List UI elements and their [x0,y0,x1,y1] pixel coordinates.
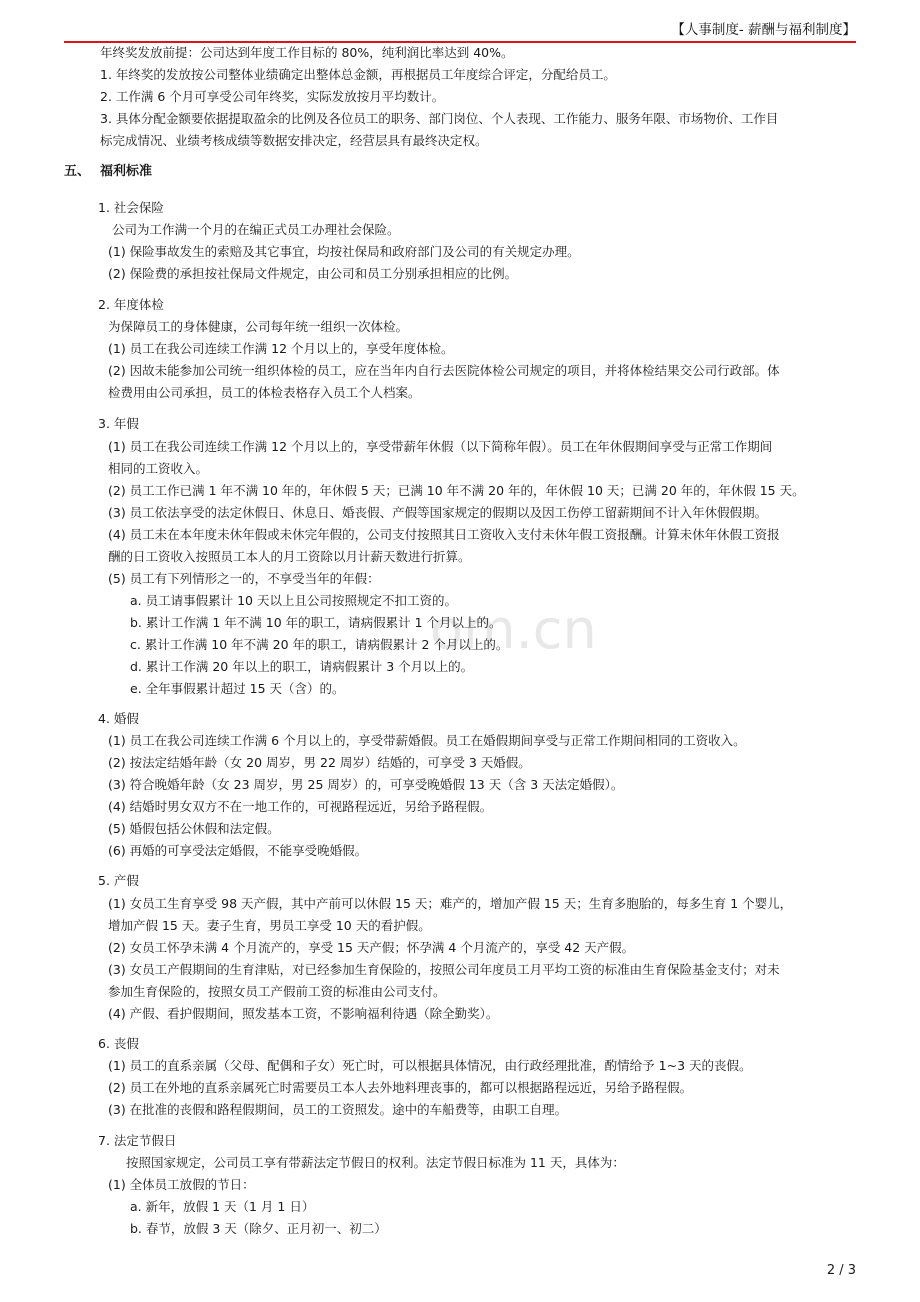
sub-list-item: a. 新年，放假 1 天（1 月 1 日） [130,1199,315,1214]
subsection-title: 4. 婚假 [98,711,139,726]
subsection-title: 7. 法定节假日 [98,1133,177,1148]
list-item: (3) 符合晚婚年龄（女 23 周岁，男 25 周岁）的，可享受晚婚假 13 天（含 3 天法定婚假）。 [108,777,624,792]
sub-list-item: b. 春节，放假 3 天（除夕、正月初一、初二） [130,1221,387,1236]
list-item: (1) 全体员工放假的节日： [108,1177,255,1192]
list-item-cont: 相同的工资收入。 [108,461,209,476]
list-item: (4) 结婚时男女双方不在一地工作的，可视路程远近，另给予路程假。 [108,799,493,814]
sub-list-item: c. 累计工作满 10 年不满 20 年的职工，请病假累计 2 个月以上的。 [130,637,509,652]
list-item: (1) 员工在我公司连续工作满 6 个月以上的，享受带薪婚假。员工在婚假期间享受与正常工作期间相同的工资收入。 [108,733,746,748]
list-item: (2) 女员工怀孕未满 4 个月流产的，享受 15 天产假；怀孕满 4 个月流产的，享受 42 天产假。 [108,940,635,955]
list-item: (5) 婚假包括公休假和法定假。 [108,821,280,836]
sub-list-item: b. 累计工作满 1 年不满 10 年的职工，请病假累计 1 个月以上的。 [130,615,502,630]
list-item: (1) 女员工生育享受 98 天产假，其中产前可以休假 15 天；难产的，增加产假 15 天；生育多胞胎的，每多生育 1 个婴儿， [108,896,793,911]
list-item-cont: 参加生育保险的，按照女员工产假前工资的标准由公司支付。 [108,984,446,999]
list-item: (3) 在批准的丧假和路程假期间，员工的工资照发。途中的车船费等，由职工自理。 [108,1102,568,1117]
list-item-cont: 增加产假 15 天。妻子生育，男员工享受 10 天的看护假。 [108,918,431,933]
subsection-title: 5. 产假 [98,873,139,888]
section-number: 五、 [64,164,91,179]
list-item: (2) 按法定结婚年龄（女 20 周岁，男 22 周岁）结婚的，可享受 3 天婚假。 [108,755,531,770]
intro-item-1: 1. 年终奖的发放按公司整体业绩确定出整体总金额，再根据员工年度综合评定，分配给员工。 [100,67,616,82]
list-item-cont: 检费用由公司承担，员工的体检表格存入员工个人档案。 [108,385,421,400]
subsection-title: 2. 年度体检 [98,297,164,312]
section-title: 福利标准 [100,164,153,179]
intro-item-2: 2. 工作满 6 个月可享受公司年终奖，实际发放按月平均数计。 [100,89,445,104]
sub-list-item: a. 员工请事假累计 10 天以上且公司按照规定不扣工资的。 [130,593,457,608]
paragraph: 为保障员工的身体健康，公司每年统一组织一次体检。 [108,319,409,334]
list-item: (2) 保险费的承担按社保局文件规定，由公司和员工分别承担相应的比例。 [108,266,518,281]
paragraph: 公司为工作满一个月的在编正式员工办理社会保险。 [112,222,400,237]
intro-line: 年终奖发放前提：公司达到年度工作目标的 80%，纯利润比率达到 40%。 [100,45,514,60]
sub-list-item: d. 累计工作满 20 年以上的职工，请病假累计 3 个月以上的。 [130,659,474,674]
list-item: (2) 员工工作已满 1 年不满 10 年的，年休假 5 天；已满 10 年不满 20 年的，年休假 10 天；已满 20 年的，年休假 15 天。 [108,483,805,498]
sub-list-item: e. 全年事假累计超过 15 天（含）的。 [130,681,345,696]
subsection-title: 6. 丧假 [98,1036,139,1051]
list-item: (1) 员工的直系亲属（父母、配偶和子女）死亡时，可以根据具体情况，由行政经理批准，酌情给予 1~3 天的丧假。 [108,1058,752,1073]
intro-item-3: 3. 具体分配金额要依据提取盈余的比例及各位员工的职务、部门岗位、个人表现、工作能力、服务年限、市场物价、工作目 [100,111,779,126]
page-number: 2 / 3 [826,1263,856,1278]
list-item: (4) 员工未在本年度未休年假或未休完年假的，公司支付按照其日工资收入支付未休年假工资报酬。计算未休年休假工资报 [108,527,780,542]
list-item: (1) 保险事故发生的索赔及其它事宜，均按社保局和政府部门及公司的有关规定办理。 [108,244,580,259]
list-item: (2) 因故未能参加公司统一组织体检的员工，应在当年内自行去医院体检公司规定的项目，并将体检结果交公司行政部。体 [108,363,780,378]
list-item: (1) 员工在我公司连续工作满 12 个月以上的，享受带薪年休假（以下简称年假）。员工在年休假期间享受与正常工作期间 [108,439,773,454]
header-divider [64,41,856,43]
list-item: (6) 再婚的可享受法定婚假，不能享受晚婚假。 [108,843,368,858]
list-item: (5) 员工有下列情形之一的，不享受当年的年假： [108,571,380,586]
list-item: (3) 女员工产假期间的生育津贴，对已经参加生育保险的，按照公司年度员工月平均工资的标准由生育保险基金支付；对未 [108,962,780,977]
intro-item-3-cont: 标完成情况、业绩考核成绩等数据安排决定，经营层具有最终决定权。 [100,133,488,148]
list-item: (1) 员工在我公司连续工作满 12 个月以上的，享受年度体检。 [108,341,454,356]
list-item: (4) 产假、看护假期间，照发基本工资，不影响福利待遇（除全勤奖）。 [108,1006,499,1021]
paragraph: 按照国家规定，公司员工享有带薪法定节假日的权利。法定节假日标准为 11 天，具体为： [126,1155,625,1170]
subsection-title: 1. 社会保险 [98,200,164,215]
watermark: om.cn [430,598,597,661]
list-item: (2) 员工在外地的直系亲属死亡时需要员工本人去外地料理丧事的，都可以根据路程远近，另给予路程假。 [108,1080,693,1095]
list-item: (3) 员工依法享受的法定休假日、休息日、婚丧假、产假等国家规定的假期以及因工伤停工留薪期间不计入年休假假期。 [108,505,768,520]
subsection-title: 3. 年假 [98,416,139,431]
document-header: 【人事制度- 薪酬与福利制度】 [671,22,856,38]
list-item-cont: 酬的日工资收入按照员工本人的月工资除以月计薪天数进行折算。 [108,549,471,564]
